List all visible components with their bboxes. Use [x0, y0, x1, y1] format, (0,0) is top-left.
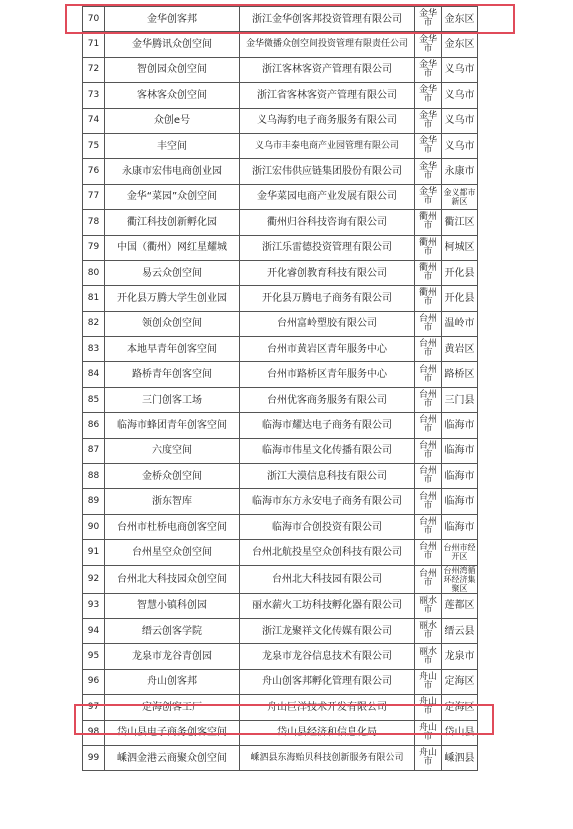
operator-company-cell: 台州市路桥区青年服务中心	[240, 362, 415, 387]
operator-company-cell: 临海市耀达电子商务有限公司	[240, 413, 415, 438]
district-cell: 莲都区	[442, 593, 478, 618]
city-cell: 衢州市	[415, 286, 442, 311]
operator-company-cell: 开化县万腾电子商务有限公司	[240, 286, 415, 311]
operator-company-cell: 台州市黄岩区青年服务中心	[240, 337, 415, 362]
district-cell: 临海市	[442, 413, 478, 438]
space-name-cell: 智创园众创空间	[105, 57, 240, 82]
district-cell: 临海市	[442, 489, 478, 514]
row-number-cell: 95	[83, 644, 105, 669]
row-number-cell: 75	[83, 133, 105, 158]
operator-company-cell: 临海市合创投资有限公司	[240, 514, 415, 539]
table-row	[83, 745, 478, 770]
row-number-cell: 83	[83, 337, 105, 362]
city-cell: 衢州市	[415, 235, 442, 260]
operator-company-cell: 开化睿创教育科技有限公司	[240, 260, 415, 285]
row-number-cell: 70	[83, 7, 105, 32]
space-name-cell: 岱山县电子商务创客空间	[105, 720, 240, 745]
operator-company-cell: 金华微播众创空间投资管理有限责任公司	[240, 32, 415, 57]
district-cell: 义乌市	[442, 133, 478, 158]
district-cell: 定海区	[442, 695, 478, 720]
district-cell: 柯城区	[442, 235, 478, 260]
district-cell: 开化县	[442, 260, 478, 285]
city-cell: 丽水市	[415, 618, 442, 643]
space-name-cell: 金华腾讯众创空间	[105, 32, 240, 57]
table-row	[83, 695, 478, 720]
district-cell: 开化县	[442, 286, 478, 311]
operator-company-cell: 义乌海豹电子商务服务有限公司	[240, 108, 415, 133]
row-number-cell: 71	[83, 32, 105, 57]
row-number-cell: 78	[83, 210, 105, 235]
space-name-cell: 六度空间	[105, 438, 240, 463]
city-cell: 台州市	[415, 311, 442, 336]
city-cell: 台州市	[415, 565, 442, 593]
row-number-cell: 73	[83, 83, 105, 108]
row-number-cell: 92	[83, 565, 105, 593]
district-cell: 黄岩区	[442, 337, 478, 362]
operator-company-cell: 龙泉市龙谷信息技术有限公司	[240, 644, 415, 669]
row-number-cell: 80	[83, 260, 105, 285]
row-number-cell: 98	[83, 720, 105, 745]
district-cell: 岱山县	[442, 720, 478, 745]
table-row	[83, 260, 478, 285]
district-cell: 金东区	[442, 32, 478, 57]
district-cell: 衢江区	[442, 210, 478, 235]
space-name-cell: 缙云创客学院	[105, 618, 240, 643]
operator-company-cell: 义乌市丰泰电商产业园管理有限公司	[240, 133, 415, 158]
table-row	[83, 83, 478, 108]
row-number-cell: 74	[83, 108, 105, 133]
city-cell: 舟山市	[415, 695, 442, 720]
district-cell: 路桥区	[442, 362, 478, 387]
operator-company-cell: 舟山创客邦孵化管理有限公司	[240, 669, 415, 694]
row-number-cell: 90	[83, 514, 105, 539]
row-number-cell: 85	[83, 387, 105, 412]
space-name-cell: 金桥众创空间	[105, 464, 240, 489]
district-cell: 临海市	[442, 438, 478, 463]
table-row	[83, 514, 478, 539]
district-cell: 义乌市	[442, 57, 478, 82]
city-cell: 舟山市	[415, 669, 442, 694]
space-name-cell: 客林客众创空间	[105, 83, 240, 108]
space-name-cell: 三门创客工场	[105, 387, 240, 412]
table-row	[83, 489, 478, 514]
space-name-cell: 浙东智库	[105, 489, 240, 514]
space-name-cell: 路桥青年创客空间	[105, 362, 240, 387]
city-cell: 衢州市	[415, 260, 442, 285]
table-row	[83, 669, 478, 694]
space-name-cell: 众创e号	[105, 108, 240, 133]
table-row	[83, 540, 478, 565]
city-cell: 台州市	[415, 413, 442, 438]
city-cell: 金华市	[415, 57, 442, 82]
row-number-cell: 76	[83, 159, 105, 184]
spreadsheet-table	[82, 6, 477, 816]
space-name-cell: 台州北大科技园众创空间	[105, 565, 240, 593]
table-row	[83, 464, 478, 489]
table-row	[83, 593, 478, 618]
row-number-cell: 99	[83, 745, 105, 770]
operator-company-cell: 金华菜园电商产业发展有限公司	[240, 184, 415, 209]
district-cell: 温岭市	[442, 311, 478, 336]
table-row	[83, 286, 478, 311]
district-cell: 金义都市新区	[442, 184, 478, 209]
operator-company-cell: 浙江宏伟供应链集团股份有限公司	[240, 159, 415, 184]
operator-company-cell: 浙江客林客资产管理有限公司	[240, 57, 415, 82]
district-cell: 嵊泗县	[442, 745, 478, 770]
city-cell: 台州市	[415, 387, 442, 412]
space-name-cell: 嵊泗金港云商聚众创空间	[105, 745, 240, 770]
city-cell: 金华市	[415, 133, 442, 158]
district-cell: 三门县	[442, 387, 478, 412]
table-row	[83, 413, 478, 438]
row-number-cell: 88	[83, 464, 105, 489]
operator-company-cell: 台州优客商务服务有限公司	[240, 387, 415, 412]
table-row	[83, 210, 478, 235]
operator-company-cell: 台州富岭塑胶有限公司	[240, 311, 415, 336]
table-row	[83, 618, 478, 643]
city-cell: 金华市	[415, 7, 442, 32]
space-name-cell: 永康市宏伟电商创业园	[105, 159, 240, 184]
operator-company-cell: 丽水薪火工坊科技孵化器有限公司	[240, 593, 415, 618]
city-cell: 台州市	[415, 438, 442, 463]
table-row	[83, 644, 478, 669]
city-cell: 金华市	[415, 159, 442, 184]
space-name-cell: 定海创客工厂	[105, 695, 240, 720]
district-cell: 金东区	[442, 7, 478, 32]
city-cell: 金华市	[415, 108, 442, 133]
space-name-cell: 本地早青年创客空间	[105, 337, 240, 362]
row-number-cell: 91	[83, 540, 105, 565]
table-row	[83, 362, 478, 387]
table-row	[83, 235, 478, 260]
row-number-cell: 77	[83, 184, 105, 209]
city-cell: 舟山市	[415, 745, 442, 770]
operator-company-cell: 舟山巨洋技术开发有限公司	[240, 695, 415, 720]
operator-company-cell: 临海市伟星文化传播有限公司	[240, 438, 415, 463]
maker-space-table	[82, 6, 478, 771]
table-row	[83, 32, 478, 57]
district-cell: 义乌市	[442, 83, 478, 108]
space-name-cell: 舟山创客邦	[105, 669, 240, 694]
operator-company-cell: 岱山县经济和信息化局	[240, 720, 415, 745]
city-cell: 舟山市	[415, 720, 442, 745]
row-number-cell: 96	[83, 669, 105, 694]
row-number-cell: 89	[83, 489, 105, 514]
space-name-cell: 金华“菜园”众创空间	[105, 184, 240, 209]
space-name-cell: 衢江科技创新孵化园	[105, 210, 240, 235]
space-name-cell: 开化县万腾大学生创业园	[105, 286, 240, 311]
table-row	[83, 184, 478, 209]
space-name-cell: 中国（衢州）网红星耀城	[105, 235, 240, 260]
city-cell: 台州市	[415, 362, 442, 387]
space-name-cell: 领创众创空间	[105, 311, 240, 336]
operator-company-cell: 浙江乐雷德投资管理有限公司	[240, 235, 415, 260]
operator-company-cell: 浙江金华创客邦投资管理有限公司	[240, 7, 415, 32]
row-number-cell: 72	[83, 57, 105, 82]
space-name-cell: 丰空间	[105, 133, 240, 158]
table-row	[83, 133, 478, 158]
row-number-cell: 86	[83, 413, 105, 438]
city-cell: 台州市	[415, 514, 442, 539]
space-name-cell: 临海市蜂团青年创客空间	[105, 413, 240, 438]
space-name-cell: 智慧小镇科创园	[105, 593, 240, 618]
row-number-cell: 93	[83, 593, 105, 618]
space-name-cell: 易云众创空间	[105, 260, 240, 285]
table-row	[83, 720, 478, 745]
operator-company-cell: 浙江省客林客资产管理有限公司	[240, 83, 415, 108]
space-name-cell: 台州市杜桥电商创客空间	[105, 514, 240, 539]
table-body	[83, 7, 478, 771]
city-cell: 台州市	[415, 489, 442, 514]
row-number-cell: 79	[83, 235, 105, 260]
operator-company-cell: 衢州归谷科技咨询有限公司	[240, 210, 415, 235]
city-cell: 丽水市	[415, 644, 442, 669]
district-cell: 义乌市	[442, 108, 478, 133]
space-name-cell: 台州星空众创空间	[105, 540, 240, 565]
district-cell: 临海市	[442, 464, 478, 489]
city-cell: 衢州市	[415, 210, 442, 235]
city-cell: 台州市	[415, 464, 442, 489]
row-number-cell: 97	[83, 695, 105, 720]
row-number-cell: 81	[83, 286, 105, 311]
space-name-cell: 金华创客邦	[105, 7, 240, 32]
table-row	[83, 311, 478, 336]
table-row	[83, 108, 478, 133]
row-number-cell: 84	[83, 362, 105, 387]
row-number-cell: 82	[83, 311, 105, 336]
city-cell: 丽水市	[415, 593, 442, 618]
row-number-cell: 87	[83, 438, 105, 463]
district-cell: 定海区	[442, 669, 478, 694]
table-row	[83, 438, 478, 463]
district-cell: 永康市	[442, 159, 478, 184]
operator-company-cell: 台州北航投星空众创科技有限公司	[240, 540, 415, 565]
table-row	[83, 159, 478, 184]
space-name-cell: 龙泉市龙谷青创园	[105, 644, 240, 669]
district-cell: 龙泉市	[442, 644, 478, 669]
city-cell: 金华市	[415, 83, 442, 108]
district-cell: 台州市经开区	[442, 540, 478, 565]
table-row	[83, 387, 478, 412]
table-row	[83, 337, 478, 362]
table-row	[83, 57, 478, 82]
operator-company-cell: 台州北大科技园有限公司	[240, 565, 415, 593]
district-cell: 临海市	[442, 514, 478, 539]
city-cell: 台州市	[415, 337, 442, 362]
district-cell: 缙云县	[442, 618, 478, 643]
operator-company-cell: 浙江大漠信息科技有限公司	[240, 464, 415, 489]
row-number-cell: 94	[83, 618, 105, 643]
operator-company-cell: 浙江龙聚祥文化传媒有限公司	[240, 618, 415, 643]
city-cell: 台州市	[415, 540, 442, 565]
operator-company-cell: 嵊泗县东海贻贝科技创新服务有限公司	[240, 745, 415, 770]
operator-company-cell: 临海市东方永安电子商务有限公司	[240, 489, 415, 514]
table-row	[83, 7, 478, 32]
city-cell: 金华市	[415, 184, 442, 209]
table-row	[83, 565, 478, 593]
district-cell: 台州湾循环经济集聚区	[443, 565, 476, 593]
city-cell: 金华市	[415, 32, 442, 57]
